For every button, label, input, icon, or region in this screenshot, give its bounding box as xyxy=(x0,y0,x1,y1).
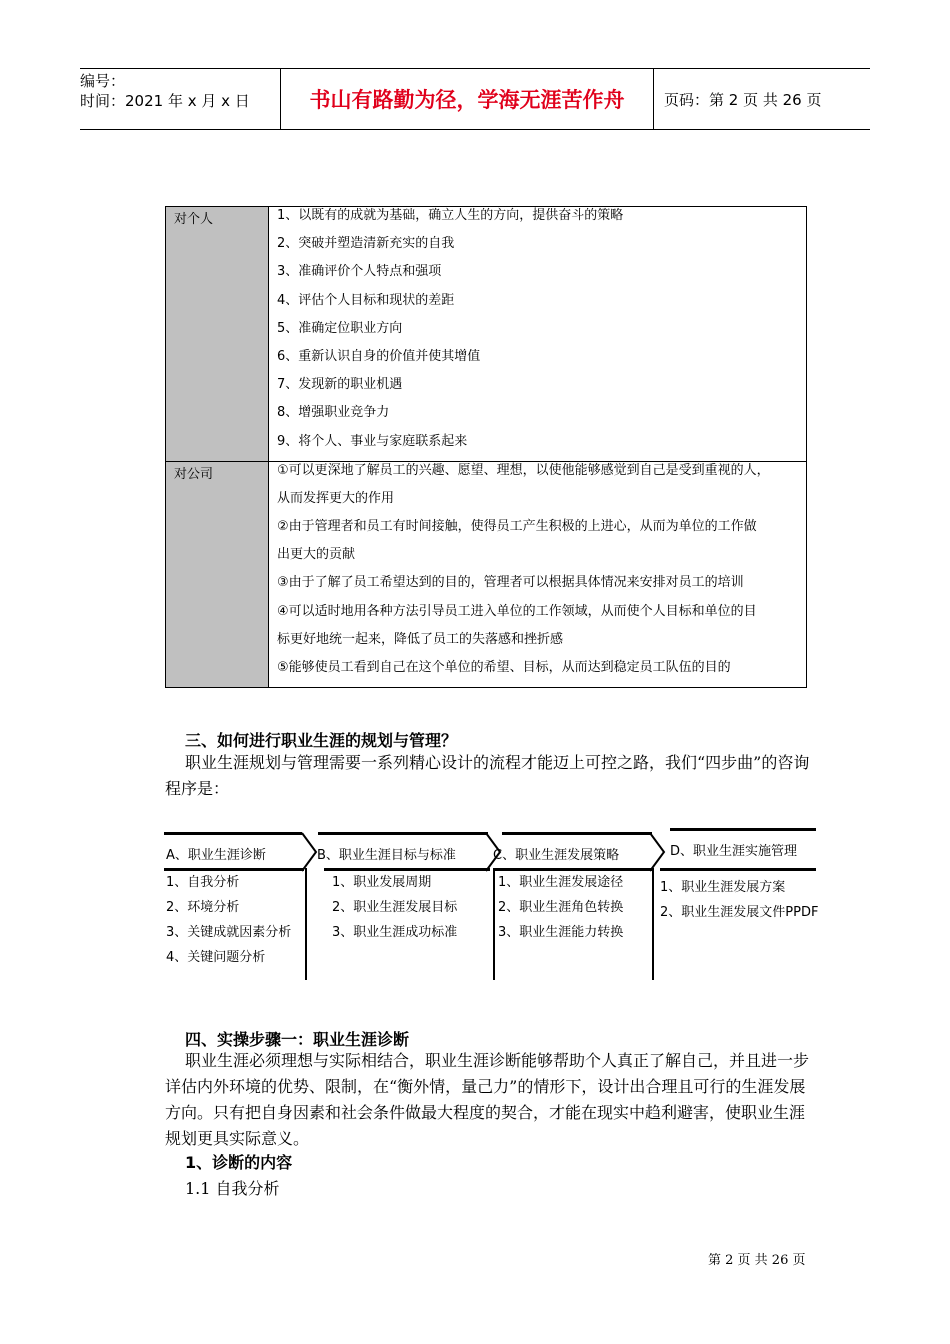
section3-paragraph: 职业生涯规划与管理需要一系列精心设计的流程才能迈上可控之路，我们“四步曲”的咨询程序是： xyxy=(165,753,810,798)
list-item: 1、职业生涯发展方案 xyxy=(660,880,786,895)
header-page-label: 页码：第 2 页 共 26 页 xyxy=(664,90,822,109)
list-item: 1、以既有的成就为基础，确立人生的方向，提供奋斗的策略 xyxy=(277,208,624,223)
list-item: ①可以更深地了解员工的兴趣、愿望、理想，以使他能够感觉到自己是受到重视的人， xyxy=(277,462,770,478)
list-item: 2、环境分析 xyxy=(166,900,240,915)
list-item: 3、职业生涯能力转换 xyxy=(498,925,624,940)
time-label: 时间：2021 年 x 月 x 日 xyxy=(80,92,250,110)
flow-step-a-items xyxy=(166,870,291,970)
list-item: 3、准确评价个人特点和强项 xyxy=(277,264,442,280)
list-item: 8、增强职业竞争力 xyxy=(277,405,390,421)
list-item: 3、关键成就因素分析 xyxy=(166,925,292,940)
list-item: 2、职业生涯发展目标 xyxy=(332,900,458,915)
list-item: ④可以适时地用各种方法引导员工进入单位的工作领域，从而使个人目标和单位的目 xyxy=(277,603,757,619)
page-header xyxy=(80,68,870,130)
chevron-right-icon xyxy=(648,832,668,872)
list-item: 1、职业发展周期 xyxy=(332,875,432,890)
section4-subheading-1: 1、诊断的内容 xyxy=(185,1153,293,1172)
list-item: 6、重新认识自身的价值并使其增值 xyxy=(277,348,481,364)
list-item: ⑤能够使员工看到自己在这个单位的希望、目标，从而达到稳定员工队伍的目的 xyxy=(277,660,731,675)
flow-step-c-title: C、职业生涯发展策略 xyxy=(493,848,620,863)
list-item: 9、将个人、事业与家庭联系起来 xyxy=(277,433,468,449)
flow-step-d-title: D、职业生涯实施管理 xyxy=(670,844,798,859)
section4-title: 四、实操步骤一：职业生涯诊断 xyxy=(185,1030,410,1049)
header-motto: 书山有路勤为径，学海无涯苦作舟 xyxy=(281,69,654,129)
list-item: 3、职业生涯成功标准 xyxy=(332,925,458,940)
benefits-table xyxy=(165,206,807,688)
list-item: 1、自我分析 xyxy=(166,875,240,890)
list-item: 2、职业生涯发展文件PPDF xyxy=(660,905,819,920)
category-personal: 对个人 xyxy=(166,207,269,462)
table-row-personal xyxy=(166,207,807,462)
list-item: 2、突破并塑造清新充实的自我 xyxy=(277,236,455,252)
list-item: ②由于管理者和员工有时间接触，使得员工产生积极的上进心，从而为单位的工作做 xyxy=(277,519,757,535)
list-item: ③由于了解了员工希望达到的目的，管理者可以根据具体情况来安排对员工的培训 xyxy=(277,575,744,591)
flow-step-c-items xyxy=(498,870,623,945)
table-row-company xyxy=(166,461,807,688)
flow-step-d-items xyxy=(660,875,818,925)
number-label: 编号： xyxy=(80,72,126,90)
section3-title: 三、如何进行职业生涯的规划与管理？ xyxy=(185,731,458,750)
section4-paragraph: 职业生涯必须理想与实际相结合，职业生涯诊断能够帮助个人真正了解自己，并且进一步详估内外环境的优势、限制，在“衡外情，量己力”的情形下，设计出合理且可行的生涯发展方向。只有把自身因素和社会条件做最大程度的契合，才能在现实中趋利避害，使职业生涯规划更具实际意义。 xyxy=(165,1051,810,1148)
header-left xyxy=(80,69,281,129)
flow-step-b-title: B、职业生涯目标与标准 xyxy=(317,848,456,863)
list-item: 4、关键问题分析 xyxy=(166,950,266,965)
list-item: 5、准确定位职业方向 xyxy=(277,320,403,336)
flow-step-b-items xyxy=(332,870,457,945)
personal-items xyxy=(269,207,807,462)
list-item: 从而发挥更大的作用 xyxy=(277,490,395,506)
four-step-flow xyxy=(164,828,820,988)
list-item: 4、评估个人目标和现状的差距 xyxy=(277,292,455,308)
list-item: 2、职业生涯角色转换 xyxy=(498,900,624,915)
company-items xyxy=(269,461,807,688)
list-item: 出更大的贡献 xyxy=(277,547,356,563)
list-item: 7、发现新的职业机遇 xyxy=(277,377,403,393)
page-footer: 第 2 页 共 26 页 xyxy=(708,1253,806,1268)
category-company: 对公司 xyxy=(166,461,269,688)
list-item: 标更好地统一起来，降低了员工的失落感和挫折感 xyxy=(277,631,564,647)
list-item: 1、职业生涯发展途径 xyxy=(498,875,624,890)
section4-subheading-1-1: 1.1 自我分析 xyxy=(185,1179,280,1198)
flow-step-a-title: A、职业生涯诊断 xyxy=(166,848,266,863)
